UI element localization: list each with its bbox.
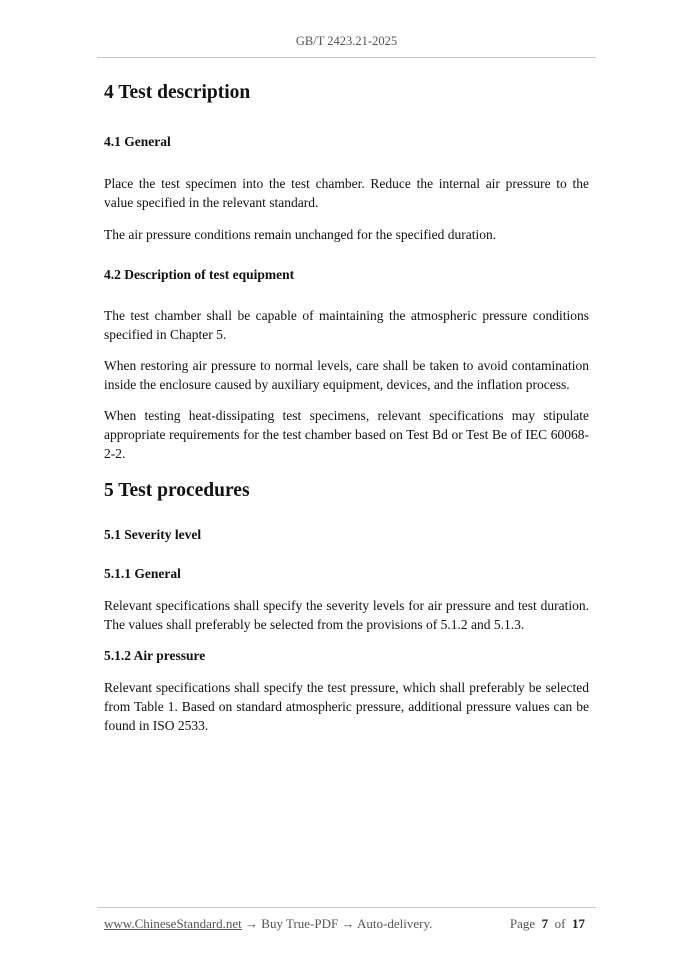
- paragraph: The air pressure conditions remain unchanged for the specified duration.: [104, 227, 497, 242]
- paragraph: When restoring air pressure to normal levels, care shall be taken to avoid contamination inside the enclosure caused by auxiliary equipment, devices, and the inflation process.: [104, 358, 589, 392]
- page-current: 7: [541, 916, 549, 931]
- page-number: [510, 916, 585, 932]
- site-link[interactable]: www.ChineseStandard.net: [104, 916, 242, 931]
- document-body: [104, 80, 589, 735]
- header-divider: [97, 57, 596, 58]
- footer-promo-text: → Buy True-PDF → Auto-delivery.: [241, 916, 433, 931]
- section-5-1-2-heading: 5.1.2 Air pressure: [104, 648, 206, 663]
- section-5-heading: 5 Test procedures: [104, 480, 250, 501]
- paragraph: Place the test specimen into the test chamber. Reduce the internal air pressure to the value specified in the relevant standard.: [104, 176, 589, 210]
- paragraph: The test chamber shall be capable of maintaining the atmospheric pressure conditions specified in Chapter 5.: [104, 308, 589, 342]
- section-5-1-1-heading: 5.1.1 General: [104, 566, 181, 581]
- paragraph: When testing heat-dissipating test specimens, relevant specifications may stipulate appropriate requirements for the test chamber based on Test Bd or Test Be of IEC 60068-2-2.: [104, 408, 589, 461]
- page-label: Page: [509, 916, 536, 931]
- footer-promo: [104, 916, 432, 932]
- footer-divider: [97, 907, 596, 908]
- section-5-1-heading: 5.1 Severity level: [104, 527, 202, 542]
- paragraph: Relevant specifications shall specify the severity levels for air pressure and test duration. The values shall preferably be selected from the provisions of 5.1.2 and 5.1.3.: [104, 598, 589, 632]
- page-of-label: of: [554, 916, 566, 931]
- paragraph: Relevant specifications shall specify the test pressure, which shall preferably be selected from Table 1. Based on standard atmospheric pressure, additional pressure values can be found in ISO 2533.: [104, 680, 589, 733]
- section-4-2-heading: 4.2 Description of test equipment: [104, 267, 295, 282]
- page-total: 17: [572, 916, 585, 931]
- page-header: GB/T 2423.21-2025: [295, 34, 398, 48]
- section-4-1-heading: 4.1 General: [104, 134, 171, 149]
- section-4-heading: 4 Test description: [104, 82, 251, 103]
